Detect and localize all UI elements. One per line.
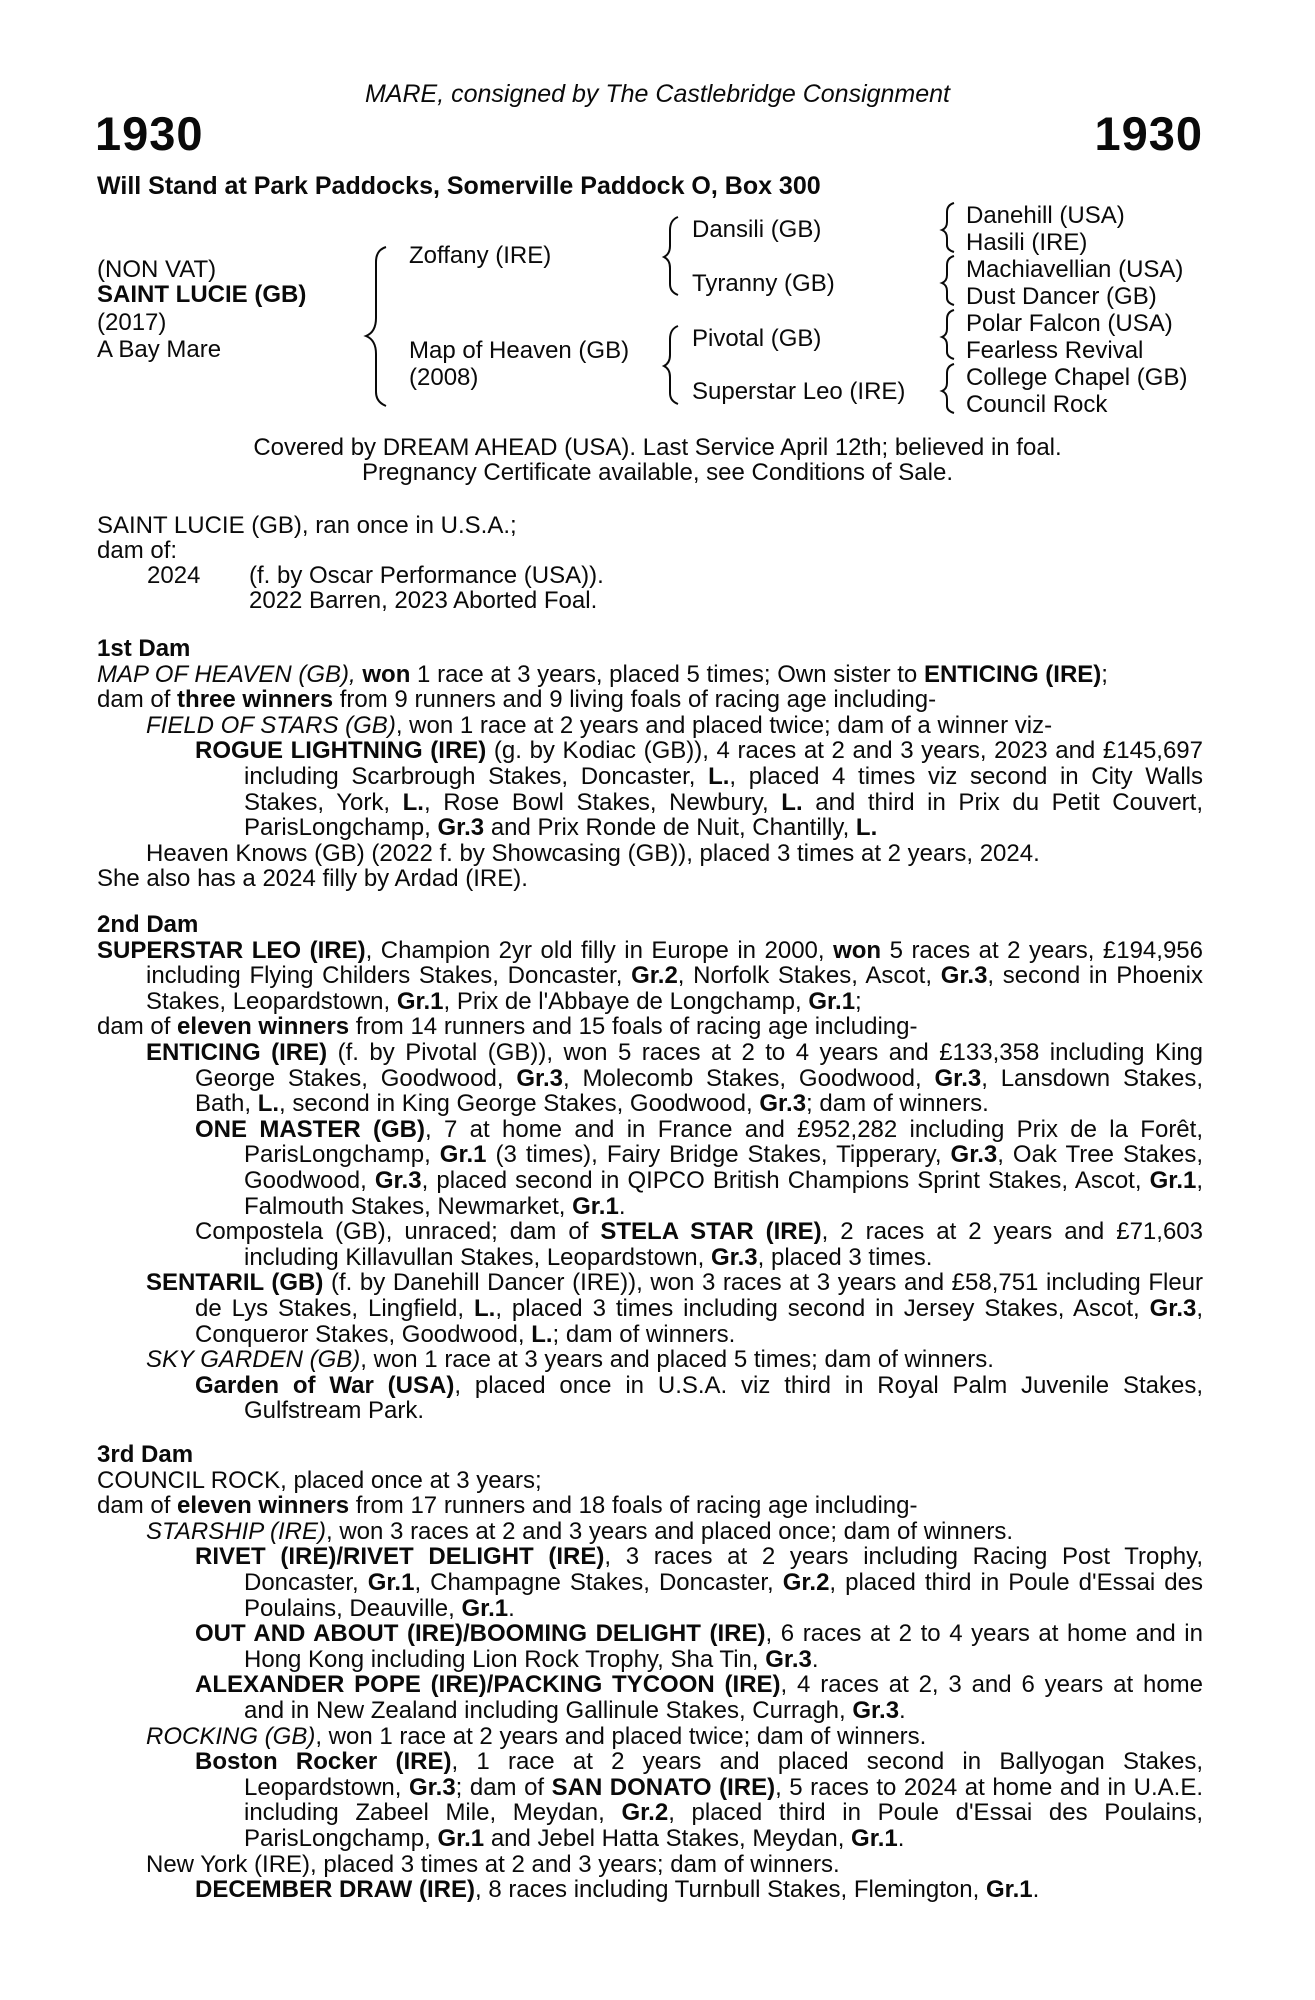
gg-ancestor-4: Dust Dancer (GB)	[966, 283, 1157, 310]
first-dam-section	[97, 636, 1203, 892]
produce-entry: (f. by Oscar Performance (USA)).	[249, 562, 604, 589]
dam-summary: dam of eleven winners from 17 runners and 18 foals of racing age including-	[97, 1492, 918, 1520]
gg-ancestor-7: College Chapel (GB)	[966, 364, 1188, 391]
granddam-2: Superstar Leo (IRE)	[692, 378, 906, 405]
main-brace	[366, 247, 386, 406]
produce-entry: SKY GARDEN (GB), won 1 race at 3 years and placed 5 times; dam of winners.	[146, 1346, 994, 1374]
covered-line-2: Pregnancy Certificate available, see Conditions of Sale.	[362, 459, 953, 486]
produce-entry: Heaven Knows (GB) (2022 f. by Showcasing (GB)), placed 3 times at 2 years, 2024.	[146, 839, 1040, 867]
produce-line-1: SAINT LUCIE (GB), ran once in U.S.A.;	[97, 512, 517, 539]
horse-name: SAINT LUCIE (GB)	[97, 281, 307, 308]
section-heading: 2nd Dam	[97, 911, 199, 938]
produce-entry: She also has a 2024 filly by Ardad (IRE).	[97, 865, 528, 893]
gg-ancestor-2: Hasili (IRE)	[966, 229, 1088, 256]
produce-entry: Compostela (GB), unraced; dam of STELA STAR (IRE), 2 races at 2 years and £71,603 including Killavullan Stakes, Leopardstown, Gr.3, placed 3 times.	[195, 1218, 1203, 1271]
gg-ancestor-6: Fearless Revival	[966, 337, 1144, 364]
produce-entry: ROCKING (GB), won 1 race at 2 years and placed twice; dam of winners.	[146, 1722, 927, 1750]
produce-entry: OUT AND ABOUT (IRE)/BOOMING DELIGHT (IRE), 6 races at 2 to 4 years at home and in Hong Kong including Lion Rock Trophy, Sha Tin, Gr.3.	[195, 1620, 1203, 1673]
stabling-location: Will Stand at Park Paddocks, Somerville Paddock O, Box 300	[97, 172, 821, 200]
produce-entry: STARSHIP (IRE), won 3 races at 2 and 3 years and placed once; dam of winners.	[146, 1517, 1014, 1545]
section-heading: 3rd Dam	[97, 1441, 194, 1468]
produce-entry: SENTARIL (GB) (f. by Danehill Dancer (IRE)), won 3 races at 3 years and £58,751 including Fleur de Lys Stakes, Lingfield, L., placed 3 times including second in Jersey Stakes, Ascot, Gr.3, Conqueror Stakes, Goodwood, L.; dam of winners.	[146, 1269, 1204, 1348]
dam-name: Map of Heaven (GB)	[409, 337, 630, 364]
covered-line-1: Covered by DREAM AHEAD (USA). Last Service April 12th; believed in foal.	[253, 434, 1062, 461]
lot-number-right: 1930	[1094, 107, 1203, 160]
produce-entry: DECEMBER DRAW (IRE), 8 races including Turnbull Stakes, Flemington, Gr.1.	[195, 1876, 1040, 1904]
third-dam-section	[97, 1442, 1203, 1903]
gg-ancestor-5: Polar Falcon (USA)	[966, 310, 1173, 337]
gg-ancestor-1: Danehill (USA)	[966, 202, 1125, 229]
lot-number-left: 1930	[95, 107, 204, 160]
consignor-subtitle: MARE, consigned by The Castlebridge Consignment	[364, 80, 951, 108]
produce-line-2: dam of:	[97, 537, 178, 564]
granddam-1: Tyranny (GB)	[692, 270, 835, 297]
dam-brace	[664, 326, 678, 404]
produce-entry: RIVET (IRE)/RIVET DELIGHT (IRE), 3 races at 2 years including Racing Post Trophy, Doncaster, Gr.1, Champagne Stakes, Doncaster, Gr.2, placed third in Poule d'Essai des Poulains, Deauville, Gr.1.	[195, 1543, 1203, 1622]
produce-entry: ONE MASTER (GB), 7 at home and in France and £952,282 including Prix de la Forêt, ParisLongchamp, Gr.1 (3 times), Fairy Bridge Stakes, Tipperary, Gr.3, Oak Tree Stakes, Goodwood, Gr.3, placed second in QIPCO British Champions Sprint Stakes, Ascot, Gr.1, Falmouth Stakes, Newmarket, Gr.1.	[195, 1115, 1204, 1220]
grandsire-1: Dansili (GB)	[692, 216, 822, 243]
dam-summary: dam of eleven winners from 14 runners and 15 foals of racing age including-	[97, 1013, 918, 1041]
produce-entry: ROGUE LIGHTNING (IRE) (g. by Kodiac (GB)), 4 races at 2 and 3 years, 2023 and £145,697 including Scarbrough Stakes, Doncaster, L., placed 4 times viz second in City Walls Stakes, York, L., Rose Bowl Stakes, Newbury, L. and third in Prix du Petit Couvert, ParisLongchamp, Gr.3 and Prix Ronde de Nuit, Chantilly, L.	[195, 737, 1204, 842]
dam-summary: dam of three winners from 9 runners and 9 living foals of racing age including-	[97, 686, 937, 714]
produce-entry: Garden of War (USA), placed once in U.S.A. viz third in Royal Palm Juvenile Stakes, Gulfstream Park.	[195, 1371, 1203, 1425]
horse-year: (2017)	[97, 309, 167, 336]
produce-entry: Boston Rocker (IRE), 1 race at 2 years and placed second in Ballyogan Stakes, Leopardstown, Gr.3; dam of SAN DONATO (IRE), 5 races to 2024 at home and in U.A.E. including Zabeel Mile, Meydan, Gr.2, placed third in Poule d'Essai des Poulains, ParisLongchamp, Gr.1 and Jebel Hatta Stakes, Meydan, Gr.1.	[195, 1748, 1204, 1852]
grandsire-2: Pivotal (GB)	[692, 325, 822, 352]
section-heading: 1st Dam	[97, 635, 191, 662]
sire-brace	[664, 217, 678, 295]
gg-ancestor-8: Council Rock	[966, 391, 1108, 418]
sire-name: Zoffany (IRE)	[409, 242, 552, 269]
dam-entry: MAP OF HEAVEN (GB), won 1 race at 3 years, placed 5 times; Own sister to ENTICING (IRE);	[97, 660, 1108, 688]
produce-entry: ENTICING (IRE) (f. by Pivotal (GB)), won 5 races at 2 to 4 years and £133,358 including King George Stakes, Goodwood, Gr.3, Molecomb Stakes, Goodwood, Gr.3, Lansdown Stakes, Bath, L., second in King George Stakes, Goodwood, Gr.3; dam of winners.	[146, 1038, 1204, 1118]
produce-entry: New York (IRE), placed 3 times at 2 and 3 years; dam of winners.	[146, 1850, 840, 1878]
produce-year: 2024	[147, 562, 201, 589]
dam-entry: COUNCIL ROCK, placed once at 3 years;	[97, 1466, 542, 1494]
dam-year: (2008)	[409, 364, 479, 391]
produce-note: 2022 Barren, 2023 Aborted Foal.	[249, 587, 598, 614]
second-dam-section	[97, 912, 1203, 1424]
vat-status: (NON VAT)	[97, 256, 217, 283]
produce-entry: FIELD OF STARS (GB), won 1 race at 2 years and placed twice; dam of a winner viz-	[146, 711, 1053, 739]
gg-ancestor-3: Machiavellian (USA)	[966, 256, 1184, 283]
produce-entry: ALEXANDER POPE (IRE)/PACKING TYCOON (IRE), 4 races at 2, 3 and 6 years at home and in New Zealand including Gallinule Stakes, Curragh, Gr.3.	[195, 1671, 1203, 1724]
horse-description: A Bay Mare	[97, 336, 222, 363]
dam-entry: SUPERSTAR LEO (IRE), Champion 2yr old filly in Europe in 2000, won 5 races at 2 years, £194,956 including Flying Childers Stakes, Doncaster, Gr.2, Norfolk Stakes, Ascot, Gr.3, second in Phoenix Stakes, Leopardstown, Gr.1, Prix de l'Abbaye de Longchamp, Gr.1;	[97, 936, 1204, 1015]
